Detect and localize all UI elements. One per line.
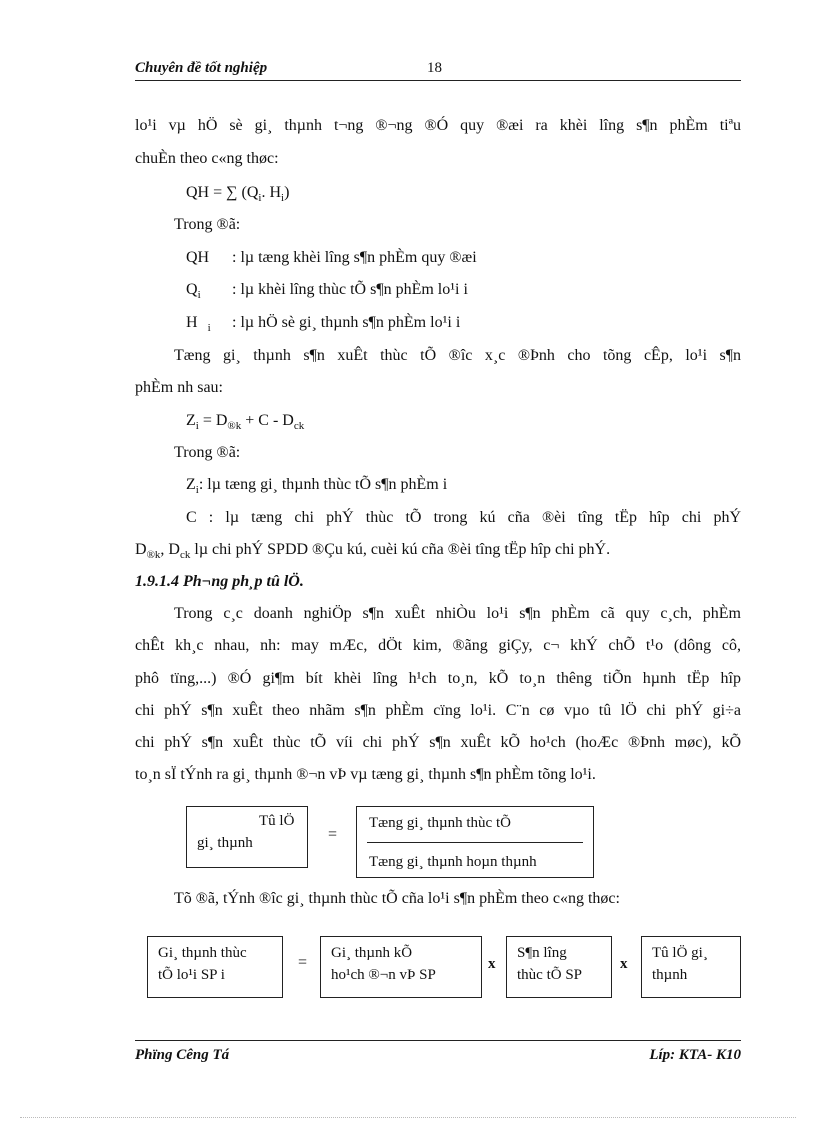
definition-qh: QH : lµ tæng khèi lîng s¶n phÈm quy ®æi (186, 249, 477, 266)
actual-output-box: S¶n lîng thùc tÕ SP (506, 936, 612, 998)
formula-zi: $Z_i = D_{®k} + C - D_{ck}$ (186, 412, 305, 433)
ratio-label-box: Tû lÖ gi¸ thµnh (186, 806, 308, 868)
footer-class: Líp: KTA- K10 (649, 1047, 741, 1063)
text-line: Trong c¸c doanh nghiÖp s¶n xuÊt nhiÒu lo¹i s¶n phÈm cã quy c¸ch, phÈm (174, 605, 741, 622)
text-line: chuÈn theo c«ng thøc: (135, 150, 279, 167)
section-heading: 1.9.1.4 Ph¬ng ph¸p tû lÖ. (135, 573, 304, 590)
text-line: chÊt kh¸c nhau, nh: may mÆc, dÖt kim, ®ãng giÇy, c¬ khÝ chÕ t¹o (dông cô, (135, 637, 741, 654)
ratio-fraction-box (356, 806, 594, 878)
page-number: 18 (427, 60, 442, 76)
cost-ratio-box: Tû lÖ gi¸ thµnh (641, 936, 741, 998)
definition-d: $D_{®k}$, $D_{ck}$ lµ chi phÝ SPDD ®Çu kú, cuèi kú cña ®èi tîng tËp hîp chi phÝ. (135, 541, 611, 562)
multiply-sign: x (488, 956, 496, 972)
equals-sign: = (328, 826, 338, 843)
header-title: Chuyên đề tốt nghiệp (135, 60, 268, 76)
fraction-numerator: Tæng gi¸ thµnh thùc tÕ (369, 815, 511, 831)
text-line: Trong ®ã: (174, 444, 241, 461)
actual-cost-box: Gi¸ thµnh thùc tÕ lo¹i SP i (147, 936, 283, 998)
multiply-sign: x (620, 956, 628, 972)
text-line: lo¹i vµ hÖ sè gi¸ thµnh t¬ng ®¬ng ®Ó quy ®æi ra khèi lîng s¶n phÈm tiªu (135, 117, 741, 134)
fraction-bar (367, 842, 583, 843)
text-line: Trong ®ã: (174, 216, 241, 233)
formula-qh: QH = ∑ ($Q_i$. $H_i$) (186, 184, 290, 205)
text-line: chi phÝ s¶n xuÊt thùc tÕ víi chi phÝ s¶n xuÊt kÕ ho¹ch (hoÆc ®Þnh møc), kÕ (135, 734, 741, 751)
text-line: Tõ ®ã, tÝnh ®îc gi¸ thµnh thùc tÕ cña lo¹i s¶n phÈm theo c«ng thøc: (174, 890, 620, 907)
definition-qi: $Q_i$ : lµ khèi lîng thùc tÕ s¶n phÈm lo¹i i (186, 281, 468, 302)
page-footer (135, 1040, 741, 1069)
text-line: to¸n sÏ tÝnh ra gi¸ thµnh ®¬n vÞ vµ tæng gi¸ thµnh s¶n phÈm tõng lo¹i. (135, 766, 596, 783)
page-edge-divider (20, 1117, 796, 1118)
equals-sign: = (298, 954, 308, 971)
text-line: phÈm nh sau: (135, 379, 223, 396)
text-line: chi phÝ s¶n xuÊt theo nhãm s¶n phÈm cïng lo¹i. C¨n cø vµo tû lÖ chi phÝ gi÷a (135, 702, 741, 719)
text-line: phô tïng,...) ®Ó gi¶m bít khèi lîng h¹ch to¸n, kÕ to¸n thêng tiÕn hµnh tËp hîp (135, 670, 741, 687)
fraction-denominator: Tæng gi¸ thµnh hoµn thµnh (369, 854, 537, 870)
footer-author: Phïng Cêng Tá (135, 1047, 230, 1063)
definition-c: C : lµ tæng chi phÝ thùc tÕ trong kú cña ®èi tîng tËp hîp chi phÝ (186, 509, 741, 526)
page-header (135, 60, 741, 81)
definition-zi: $Z_i$: lµ tæng gi¸ thµnh thùc tÕ s¶n phÈm i (186, 476, 448, 497)
definition-hi: H $_i$ : lµ hÖ sè gi¸ thµnh s¶n phÈm lo¹i i (186, 314, 461, 335)
text-line: Tæng gi¸ thµnh s¶n xuÊt thùc tÕ ®îc x¸c ®Þnh cho tõng cÊp, lo¹i s¶n (174, 347, 741, 364)
planned-cost-box: Gi¸ thµnh kÕ ho¹ch ®¬n vÞ SP (320, 936, 482, 998)
